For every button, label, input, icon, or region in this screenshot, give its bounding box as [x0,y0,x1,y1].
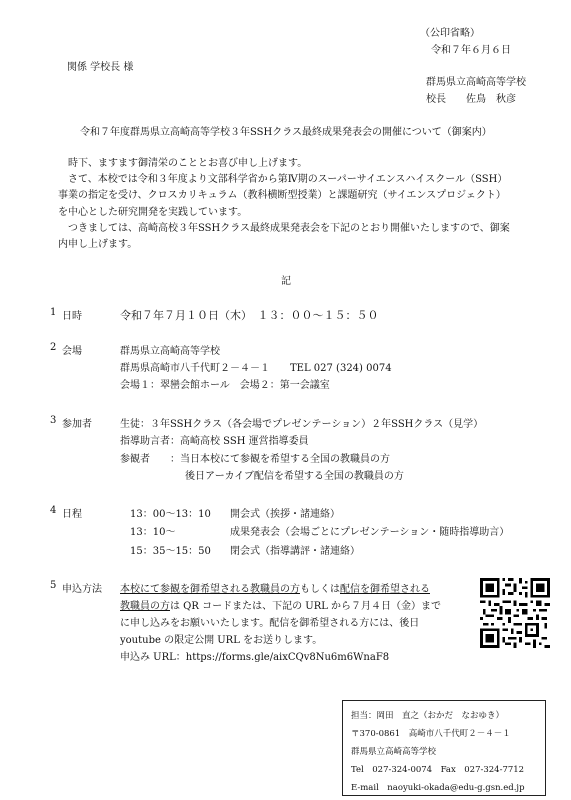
participants-line-3: 参観者 ：当日本校にて参観を希望する全国の教職員の方 [120,454,390,465]
schedule-time-2: 13：10～ [130,527,176,538]
contact-tel-fax: Tel 027-324-0074 Fax 027-324-7712 [351,765,525,775]
item-1-number: 1 [50,307,57,318]
item-3-label: 参加者 [62,419,92,430]
contact-person: 担当：岡田 直之（おかだ なおゆき） [351,711,505,721]
body-line-4: を中心とした研究開発を実践しています。 [58,207,248,218]
schedule-time-1: 13：00～13：10 [130,509,211,520]
body-line-6: 内申し上げます。 [58,239,138,250]
contact-address: 〒370-0861 高崎市八千代町２－４－１ [351,729,511,739]
event-datetime: 令和７年７月１０日（木） １３：００～１５：５０ [120,309,379,322]
participants-line-2: 指導助言者：高崎高校 SSH 運営指導委員 [120,436,309,447]
item-1-label: 日時 [62,311,82,322]
contact-school: 群馬県立高崎高等学校 [351,747,437,757]
schedule-event-2: 成果発表会（会場ごとにプレゼンテーション・随時指導助言） [230,527,510,538]
body-line-1: 時下、ますます御清栄のこととお喜び申し上げます。 [68,158,308,169]
participants-line-4: 後日アーカイブ配信を希望する全国の教職員の方 [185,471,404,482]
seal-omitted-note: （公印省略） [420,28,480,39]
issue-date: 令和７年６月６日 [431,45,511,56]
item-5-number: 5 [50,580,57,591]
application-line-2: 教職員の方は QR コードまたは、下記の URL から７月４日（金）まで [120,601,442,612]
qr-code-icon[interactable] [480,578,550,648]
schedule-event-3: 閉会式（指導講評・諸連絡） [230,546,360,557]
venue-line-3: 会場１：翠巒会館ホール 会場２：第一会議室 [120,380,330,391]
item-2-label: 会場 [62,346,82,357]
application-url[interactable]: 申込み URL：https://forms.gle/aixCQv8Nu6m6WnaF8 [120,652,390,663]
schedule-event-1: 開会式（挨拶・諸連絡） [230,509,340,520]
body-line-3: 事業の指定を受け、クロスカリキュラム（教科横断型授業）と課題研究（サイエンスプロジェクト） [58,190,506,201]
contact-email[interactable]: E-mail naoyuki-okada@edu-g.gsn.ed.jp [351,783,525,793]
sender-principal: 校長 佐鳥 秋彦 [426,94,516,105]
sender-school: 群馬県立高崎高等学校 [426,77,526,88]
item-4-number: 4 [50,505,57,516]
application-line-1: 本校にて参観を御希望される教職員の方もしくは配信を御希望される [120,584,430,595]
participants-line-1: 生徒：３年SSHクラス（各会場でプレゼンテーション）２年SSHクラス（見学） [120,419,484,430]
ki-heading: 記 [281,276,291,287]
item-5-label: 申込方法 [62,584,102,595]
target-teachers-onsite: 本校にて参観を御希望される教職員の方 [120,584,300,595]
item-2-number: 2 [50,342,57,353]
target-teachers-stream: 配信を御希望される [340,584,430,595]
contact-box [342,700,546,796]
schedule-time-3: 15：35～15：50 [130,546,211,557]
application-line-4: youtube の限定公開 URL をお送りします。 [120,635,323,646]
application-line-3: に申し込みをお願いいたします。配信を御希望される方には、後日 [120,618,420,629]
item-4-label: 日程 [62,509,82,520]
body-line-2: さて、本校では令和３年度より文部科学省から第Ⅳ期のスーパーサイエンスハイスクール（SSH） [68,174,508,185]
venue-line-2: 群馬県高崎市八千代町２－４－１ TEL 027 (324) 0074 [120,363,392,374]
addressee: 関係 学校長 様 [67,62,134,73]
document-title: 令和７年度群馬県立高崎高等学校３年SSHクラス最終成果発表会の開催について（御案内） [80,127,492,138]
item-3-number: 3 [50,415,57,426]
venue-line-1: 群馬県立高崎高等学校 [120,346,220,357]
body-line-5: つきましては、高崎高校３年SSHクラス最終成果発表会を下記のとおり開催いたしますので、御案 [68,223,510,234]
